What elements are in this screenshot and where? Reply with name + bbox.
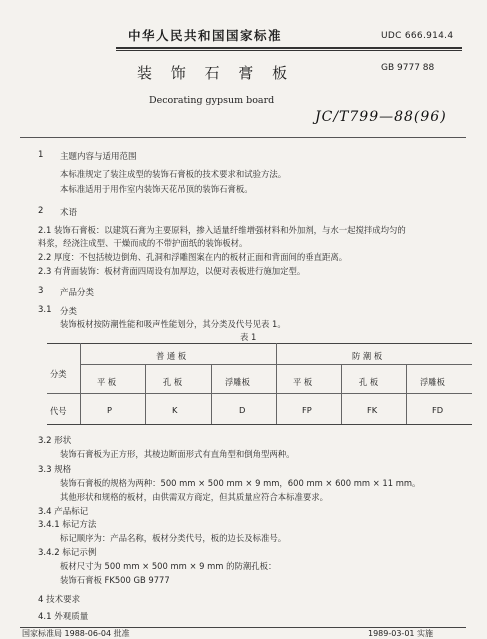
marking-example-code: 装饰石膏板 FK500 GB 9777 <box>60 575 170 585</box>
header-rule-bottom <box>116 50 462 51</box>
term-2-3: 2.3 有背面装饰：板材背面四周设有加厚边，以便对表板进行施加定型。 <box>38 266 306 276</box>
paragraph-shape: 装饰石膏板为正方形，其棱边断面形式有直角型和倒角型两种。 <box>60 449 295 459</box>
term-2-1: 2.1 装饰石膏板：以建筑石膏为主要原料，掺入适量纤维增强材料和外加剂，与水一起搅拌成均匀的 <box>38 225 406 235</box>
table-vline-1 <box>145 364 146 424</box>
table-col-5: 孔 板 <box>359 377 379 387</box>
gb-number: GB 9777 88 <box>381 63 435 73</box>
paragraph-classification: 装饰板材按防潮性能和吸声性能划分，其分类及代号见表 1。 <box>60 319 286 329</box>
footer-approval: 国家标准局 1988-06-04 批准 <box>22 629 130 638</box>
table-group-moisture: 防 潮 板 <box>352 351 383 361</box>
section-2-number: 2 <box>38 206 44 216</box>
section-3-1-title: 分类 <box>60 307 78 317</box>
table-rule-top <box>47 343 472 344</box>
standard-title: 中华人民共和国国家标准 <box>128 28 283 43</box>
section-4-1: 4.1 外观质量 <box>38 612 89 622</box>
section-1-number: 1 <box>38 150 44 160</box>
section-3-2: 3.2 形状 <box>38 436 72 446</box>
footer-effective: 1989-03-01 实施 <box>368 629 434 638</box>
paragraph-marking-method: 标记顺序为：产品名称，板材分类代号，板的边长及标准号。 <box>60 533 287 543</box>
header-rule-top <box>116 47 462 49</box>
table-rule-header <box>47 393 472 394</box>
table-code-5: FK <box>367 405 378 415</box>
section-3-3: 3.3 规格 <box>38 465 72 475</box>
term-2-1-cont: 料浆，经浇注成型、干燥而成的不带护面纸的装饰板材。 <box>38 238 248 248</box>
table-rule-bottom <box>47 424 472 425</box>
table-code-1: P <box>107 405 113 415</box>
table-vline-groups <box>276 343 277 424</box>
section-2-title: 术语 <box>60 208 78 218</box>
table-row-header: 分类 <box>50 369 67 379</box>
table-code-4: FP <box>302 405 312 415</box>
table-code-3: D <box>239 405 246 415</box>
table-vline-header <box>80 343 81 424</box>
paragraph-marking-example: 板材尺寸为 500 mm × 500 mm × 9 mm 的防潮孔板： <box>60 561 277 571</box>
section-3-4: 3.4 产品标记 <box>38 507 89 517</box>
section-3-number: 3 <box>38 286 44 296</box>
table-col-6: 浮雕板 <box>420 377 445 387</box>
handwritten-code: JC/T799—88(96) <box>315 109 447 125</box>
english-title: Decorating gypsum board <box>149 95 275 106</box>
table-vline-5 <box>406 364 407 424</box>
table-vline-4 <box>341 364 342 424</box>
table-code-6: FD <box>432 405 444 415</box>
section-3-4-2: 3.4.2 标记示例 <box>38 548 97 558</box>
section-3-title: 产品分类 <box>60 288 95 298</box>
table-code-2: K <box>172 405 178 415</box>
table-col-4: 平 板 <box>293 377 313 387</box>
table-col-1: 平 板 <box>97 377 117 387</box>
table-group-normal: 普 通 板 <box>156 351 187 361</box>
udc-number: UDC 666.914.4 <box>381 31 454 41</box>
paragraph-size-other: 其他形状和规格的板材，由供需双方商定，但其质量应符合本标准要求。 <box>60 492 328 502</box>
table-col-2: 孔 板 <box>163 377 183 387</box>
table-col-3: 浮雕板 <box>225 377 250 387</box>
term-2-2: 2.2 厚度：不包括棱边倒角、孔洞和浮雕图案在内的板材正面和背面间的垂直距离。 <box>38 252 348 262</box>
paragraph-application: 本标准适用于用作室内装饰天花吊顶的装饰石膏板。 <box>60 184 253 194</box>
table-code-label: 代号 <box>50 406 67 416</box>
document-title: 装 饰 石 膏 板 <box>137 64 295 82</box>
table-caption: 表 1 <box>240 332 257 342</box>
section-3-4-1: 3.4.1 标记方法 <box>38 520 97 530</box>
section-4: 4 技术要求 <box>38 595 81 605</box>
section-1-title: 主题内容与适用范围 <box>60 152 137 162</box>
section-3-1-number: 3.1 <box>38 305 52 315</box>
title-divider <box>20 137 466 138</box>
paragraph-size: 装饰石膏板的规格为两种：500 mm × 500 mm × 9 mm，600 mm × 600 mm × 11 mm。 <box>60 478 421 488</box>
paragraph-scope: 本标准规定了装注成型的装饰石膏板的技术要求和试验方法。 <box>60 169 287 179</box>
table-vline-2 <box>211 364 212 424</box>
